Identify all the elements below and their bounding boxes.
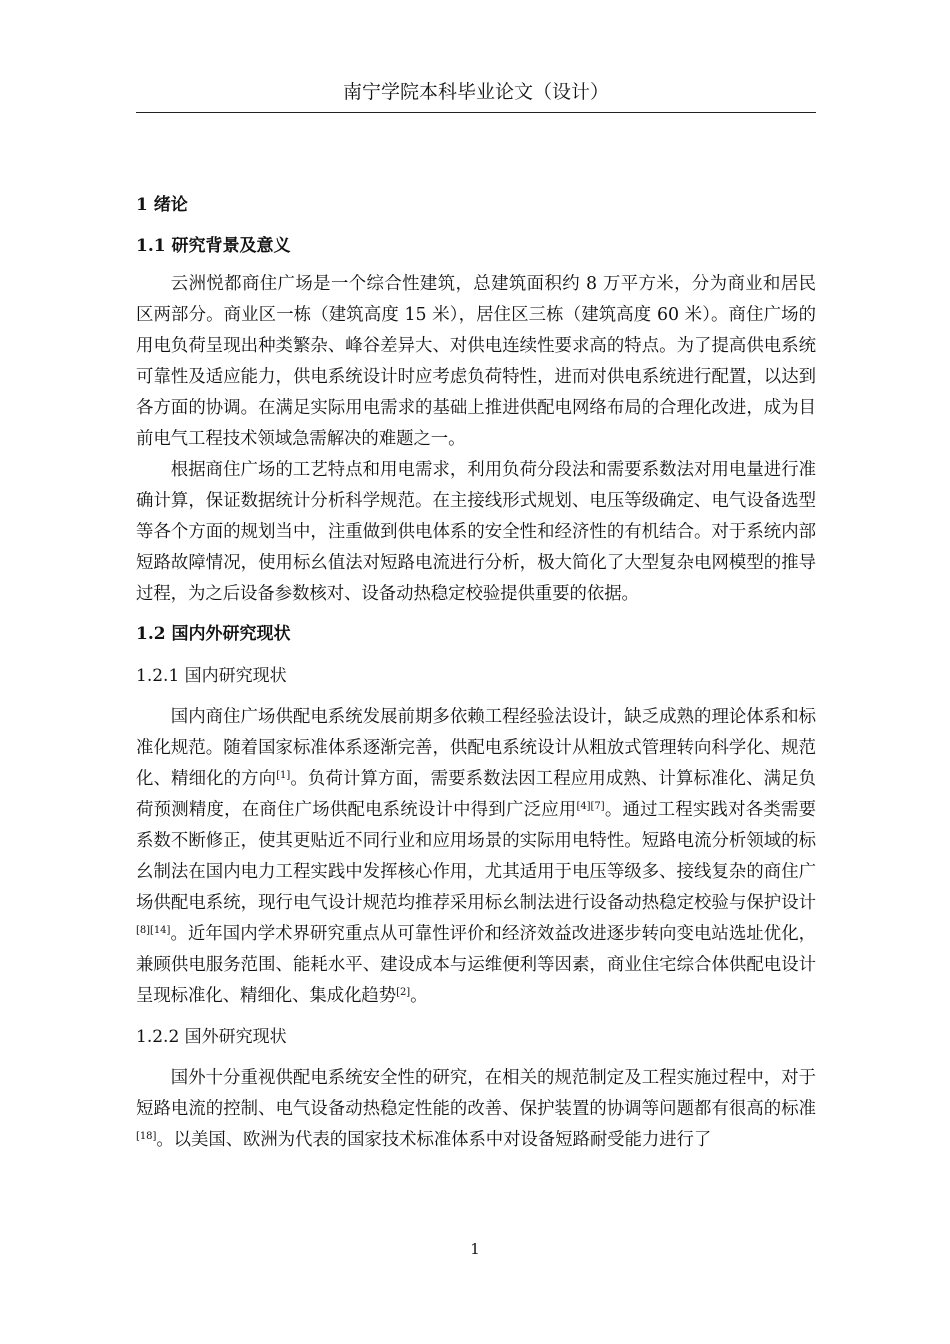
text-segment: 。近年国内学术界研究重点从可靠性评价和经济效益改进逐步转向变电站选址优化，兼顾供电服务范围、能耗水平、建设成本与运维便利等因素，商业住宅综合体供配电设计呈现标准化、精细化、集成化趋势	[136, 924, 816, 1006]
paragraph-domestic-research	[136, 702, 816, 1012]
citation: [2]	[396, 987, 411, 998]
page-number: 1	[470, 1240, 480, 1258]
paragraph-foreign-research	[136, 1063, 816, 1156]
chapter-heading: 1 绪论	[136, 195, 188, 215]
page-header: 南宁学院本科毕业论文（设计）	[342, 81, 609, 103]
document-body	[136, 188, 816, 1156]
header-divider	[136, 112, 816, 113]
citation: [18]	[136, 1131, 157, 1142]
paragraph-background-1: 云洲悦都商住广场是一个综合性建筑，总建筑面积约 8 万平方米，分为商业和居民区两部分。商业区一栋（建筑高度 15 米），居住区三栋（建筑高度 60 米）。商住广场的用电负荷呈现出种类繁杂、峰谷差异大、对供电连续性要求高的特点。为了提高供电系统可靠性及适应能力，供电系统设计时应考虑负荷特性，进而对供电系统进行配置，以达到各方面的协调。在满足实际用电需求的基础上推进供配电网络布局的合理化改进，成为目前电气工程技术领域急需解决的难题之一。	[136, 274, 816, 449]
citation: [4][7]	[576, 801, 605, 812]
text-segment: 国内商住广场供配电系统发展前期多依赖工程经验法设计，缺乏成熟的理论体系和标准化规范。随着国家标准体系逐渐完善，供配电系统设计从粗放式管理转向科学化、规范化、精细化的方向	[136, 707, 816, 789]
citation: [1]	[276, 770, 291, 781]
text-segment: 。负荷计算方面，需要系数法因工程应用成熟、计算标准化、满足负荷预测精度，在商住广场供配电系统设计中得到广泛应用	[136, 769, 816, 820]
section-heading-1-1: 1.1 研究背景及意义	[136, 236, 291, 256]
text-segment: 。	[410, 986, 428, 1006]
section-heading-1-2: 1.2 国内外研究现状	[136, 624, 291, 644]
subsection-heading-1-2-1: 1.2.1 国内研究现状	[136, 666, 287, 686]
subsection-heading-1-2-2: 1.2.2 国外研究现状	[136, 1027, 287, 1047]
paragraph-background-2: 根据商住广场的工艺特点和用电需求，利用负荷分段法和需要系数法对用电量进行准确计算，保证数据统计分析科学规范。在主接线形式规划、电压等级确定、电气设备选型等各个方面的规划当中，注重做到供电体系的安全性和经济性的有机结合。对于系统内部短路故障情况，使用标幺值法对短路电流进行分析，极大简化了大型复杂电网模型的推导过程，为之后设备参数核对、设备动热稳定校验提供重要的依据。	[136, 460, 816, 604]
citation: [8][14]	[136, 925, 171, 936]
text-segment: 国外十分重视供配电系统安全性的研究，在相关的规范制定及工程实施过程中，对于短路电流的控制、电气设备动热稳定性能的改善、保护装置的协调等问题都有很高的标准	[136, 1068, 816, 1119]
text-segment: 。通过工程实践对各类需要系数不断修正，使其更贴近不同行业和应用场景的实际用电特性。短路电流分析领域的标幺制法在国内电力工程实践中发挥核心作用，尤其适用于电压等级多、接线复杂的商住广场供配电系统，现行电气设计规范均推荐采用标幺制法进行设备动热稳定校验与保护设计	[136, 800, 816, 913]
text-segment: 。以美国、欧洲为代表的国家技术标准体系中对设备短路耐受能力进行了	[156, 1130, 712, 1150]
